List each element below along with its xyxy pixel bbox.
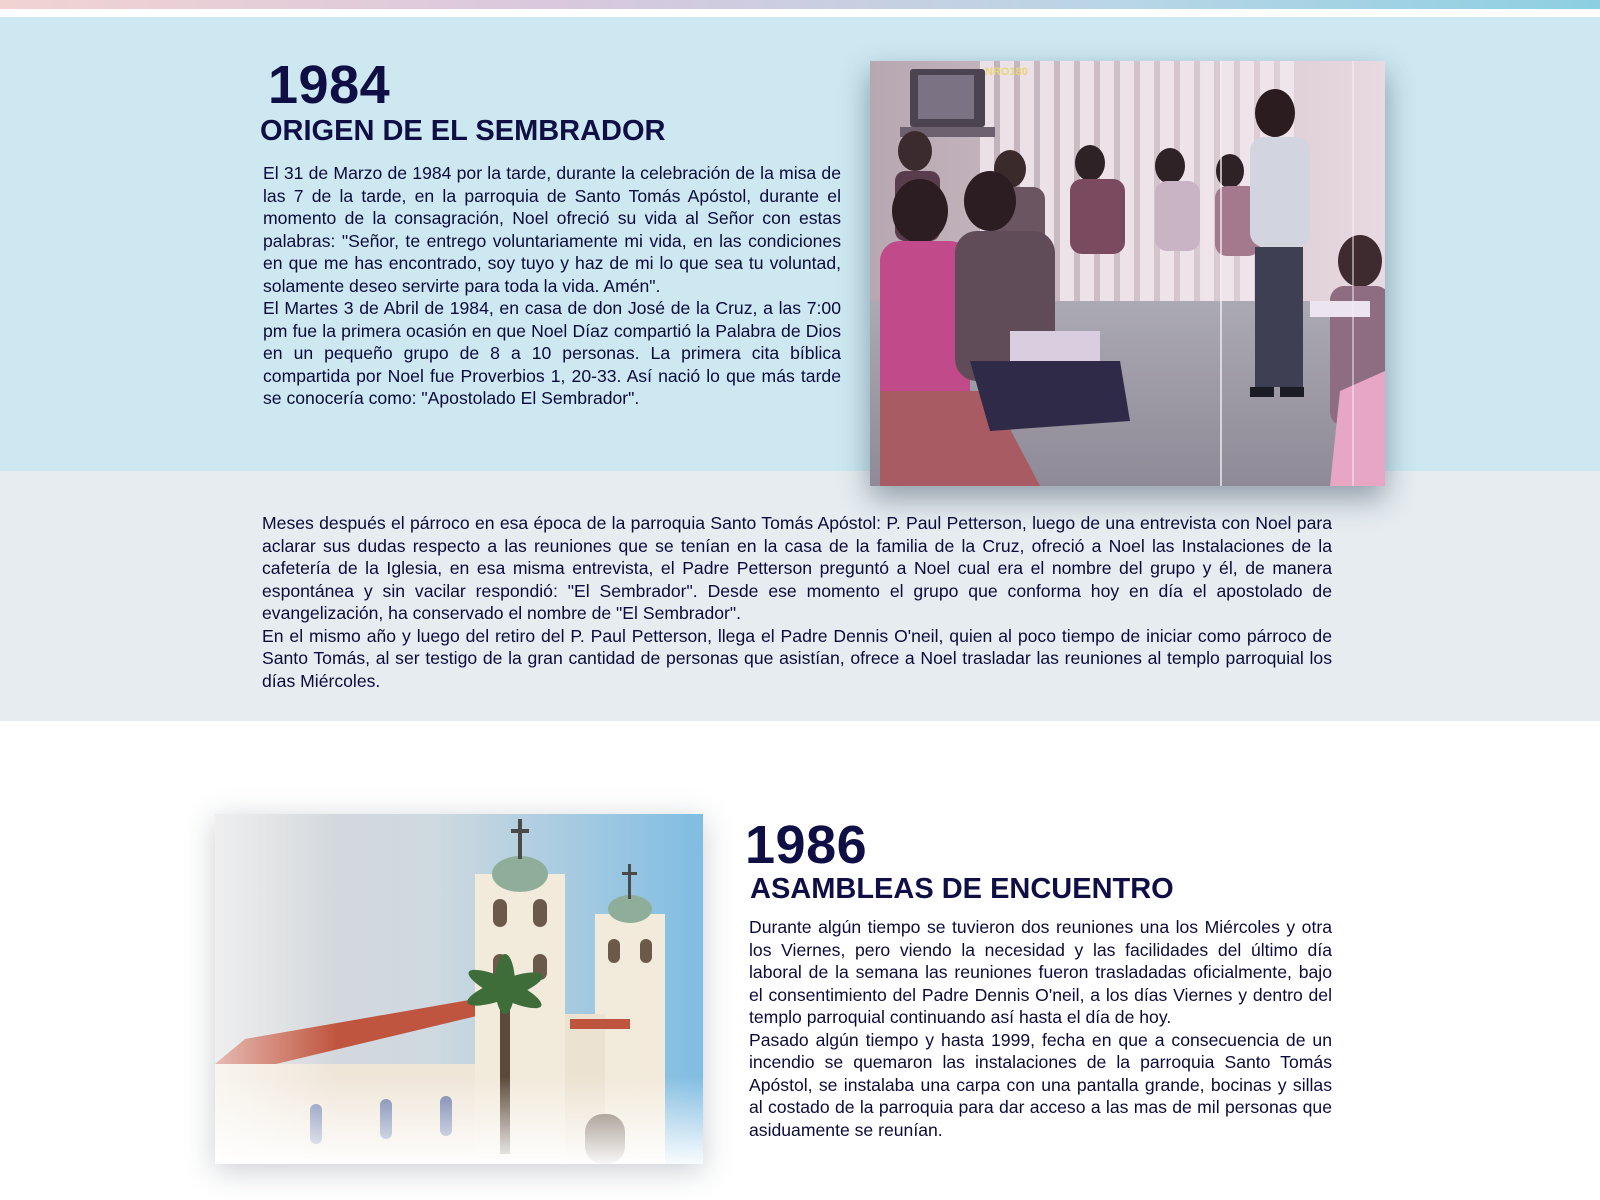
paragraph: Pasado algún tiempo y hasta 1999, fecha en que a consecuencia de un incendio se quemaron las instalaciones de la parroquia Santo Tomás Apóstol, se instalaba una carpa con una pantalla grande, bocinas y sillas al costado de la parroquia para dar acceso a las mas de mil personas que asiduamente se reunían.	[749, 1029, 1332, 1140]
section-1984-text	[263, 162, 841, 410]
section-1986-text	[749, 916, 1332, 1141]
year-1984: 1984	[268, 55, 391, 115]
meeting-photo	[870, 61, 1385, 486]
paragraph: En el mismo año y luego del retiro del P. Paul Petterson, llega el Padre Dennis O'neil, quien al poco tiempo de iniciar como párroco de Santo Tomás, al ser testigo de la gran cantidad de personas que asistían, ofrece a Noel trasladar las reuniones al templo parroquial los días Miércoles.	[262, 625, 1332, 691]
year-1986: 1986	[745, 815, 868, 875]
top-gradient-stripe	[0, 0, 1600, 9]
paragraph: Durante algún tiempo se tuvieron dos reuniones una los Miércoles y otra los Viernes, pero viendo la necesidad y las facilidades del último día laboral de la semana las reuniones fueron trasladadas oficialmente, bajo el consentimiento del Padre Dennis O'neil, a los días Viernes y dentro del templo parroquial continuando así hasta el día de hoy.	[749, 917, 1332, 1027]
section-1984-continuation-text	[262, 512, 1332, 692]
paragraph: El Martes 3 de Abril de 1984, en casa de don José de la Cruz, a las 7:00 pm fue la primera ocasión en que Noel Díaz compartió la Palabra de Dios en un pequeño grupo de 8 a 10 personas. La primera cita bíblica compartida por Noel fue Proverbios 1, 20-33. Así nació lo que más tarde se conocería como: "Apostolado El Sembrador".	[263, 298, 841, 408]
paragraph: El 31 de Marzo de 1984 por la tarde, durante la celebración de la misa de las 7 de la tarde, en la parroquia de Santo Tomás Apóstol, durante el momento de la consagración, Noel ofreció su vida al Señor con estas palabras: "Señor, te entrego voluntariamente mi vida, en las condiciones en que me has encontrado, soy tuyo y haz de mi lo que sea tu voluntad, solamente deseo servirte para toda la vida. Amén".	[263, 163, 841, 296]
section-1984-title: ORIGEN DE EL SEMBRADOR	[260, 115, 666, 147]
photo-stamp-text: NRO180	[985, 66, 1028, 78]
church-photo	[215, 814, 703, 1164]
section-1986-title: ASAMBLEAS DE ENCUENTRO	[750, 873, 1174, 905]
paragraph: Meses después el párroco en esa época de la parroquia Santo Tomás Apóstol: P. Paul Petterson, luego de una entrevista con Noel para aclarar sus dudas respecto a las reuniones que se tenían en la casa de la familia de la Cruz, ofreció a Noel las Instalaciones de la cafetería de la Iglesia, en esa misma entrevista, el Padre Petterson preguntó a Noel cual era el nombre del grupo y él, de manera espontánea y sin vacilar respondió: "El Sembrador". Desde ese momento el grupo que conforma hoy en día el apostolado de evangelización, ha conservado el nombre de "El Sembrador".	[262, 513, 1332, 623]
